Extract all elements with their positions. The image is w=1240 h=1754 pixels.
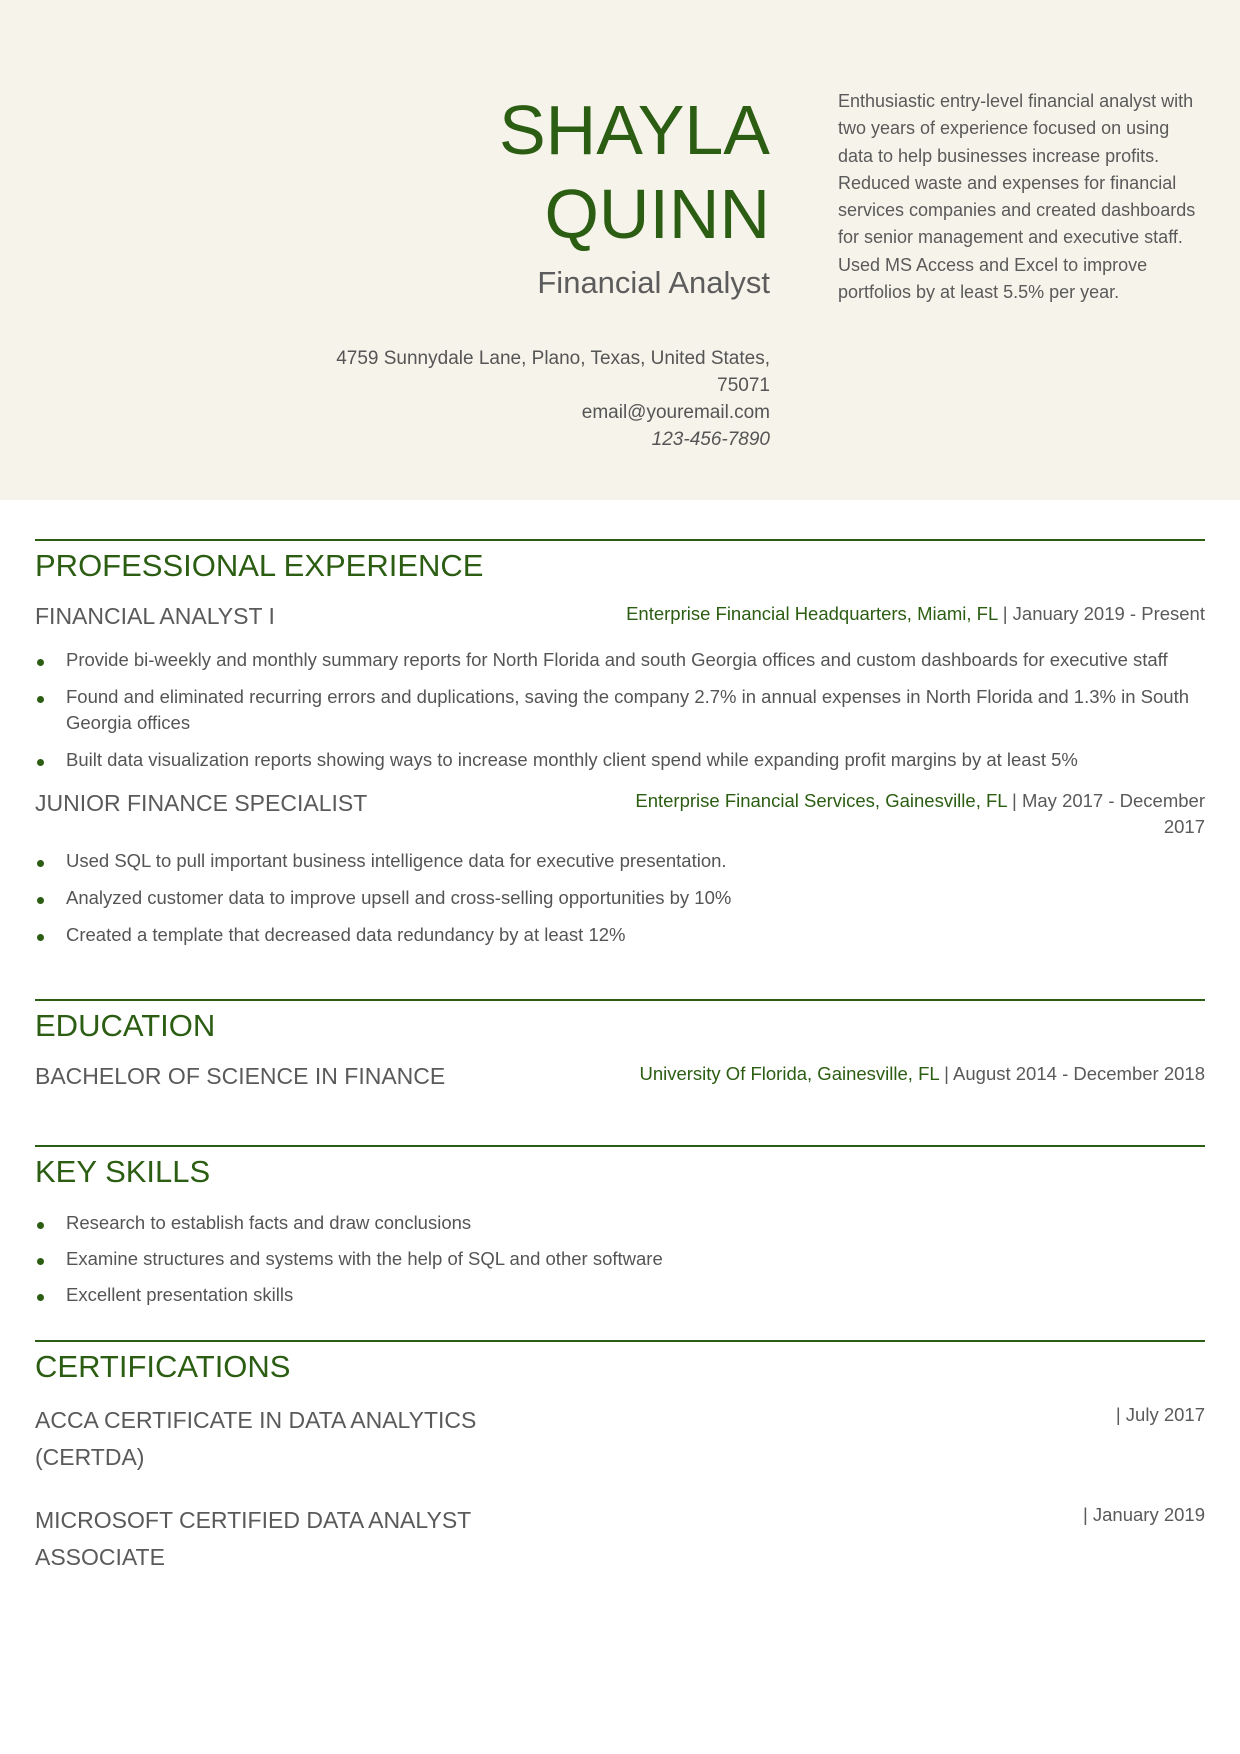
education-entry bbox=[35, 1061, 1205, 1091]
last-name: QUINN bbox=[544, 175, 770, 253]
section-divider bbox=[35, 1340, 1205, 1342]
list-item: Analyzed customer data to improve upsell and cross-selling opportunities by 10% bbox=[35, 885, 1205, 911]
bullet-icon bbox=[37, 759, 44, 766]
bullet-icon bbox=[37, 860, 44, 867]
job-entry bbox=[35, 601, 1205, 631]
job-role: Financial Analyst bbox=[537, 265, 770, 300]
job-dates: | May 2017 - December bbox=[1006, 790, 1205, 811]
section-divider bbox=[35, 999, 1205, 1001]
bullet-icon bbox=[37, 1222, 44, 1229]
list-item: Built data visualization reports showing ways to increase monthly client spend while expanding profit margins by at least 5% bbox=[35, 747, 1205, 773]
bullet-icon bbox=[37, 934, 44, 941]
list-item: Provide bi-weekly and monthly summary reports for North Florida and south Georgia offices and custom dashboards for executive staff bbox=[35, 647, 1205, 673]
list-item: Used SQL to pull important business intelligence data for executive presentation. bbox=[35, 848, 1205, 874]
certification-date: | January 2019 bbox=[1082, 1504, 1205, 1525]
certification-date: | July 2017 bbox=[1115, 1404, 1205, 1425]
resume-header bbox=[0, 0, 1240, 500]
certification-name: MICROSOFT CERTIFIED DATA ANALYST ASSOCIATE bbox=[35, 1507, 472, 1570]
section-title: EDUCATION bbox=[35, 1008, 216, 1043]
job-title: JUNIOR FINANCE SPECIALIST bbox=[35, 790, 368, 816]
education-dates: | August 2014 - December 2018 bbox=[938, 1063, 1205, 1084]
section-title: CERTIFICATIONS bbox=[35, 1349, 291, 1384]
address-line-2: 75071 bbox=[717, 375, 770, 396]
certification-entry bbox=[35, 1502, 1205, 1576]
job-meta bbox=[635, 788, 1205, 840]
phone[interactable]: 123-456-7890 bbox=[651, 429, 770, 450]
contact-info bbox=[330, 345, 770, 453]
school-name: University Of Florida, Gainesville, FL bbox=[639, 1063, 939, 1084]
section-divider bbox=[35, 1145, 1205, 1147]
list-item: Research to establish facts and draw conclusions bbox=[35, 1210, 1205, 1236]
address-line-1: 4759 Sunnydale Lane, Plano, Texas, United States, bbox=[336, 348, 770, 369]
degree-title: BACHELOR OF SCIENCE IN FINANCE bbox=[35, 1063, 446, 1089]
list-item: Created a template that decreased data redundancy by at least 12% bbox=[35, 922, 1205, 948]
job-bullets bbox=[35, 848, 1205, 948]
skills-section bbox=[35, 1145, 1205, 1308]
job-org: Enterprise Financial Headquarters, Miami, FL bbox=[626, 603, 998, 624]
job-dates: | January 2019 - Present bbox=[997, 603, 1205, 624]
bullet-icon bbox=[37, 1294, 44, 1301]
bullet-icon bbox=[37, 696, 44, 703]
job-dates-continued: 2017 bbox=[1163, 816, 1205, 837]
list-item: Found and eliminated recurring errors and duplications, saving the company 2.7% in annual expenses in North Florida and 1.3% in South Georgia offices bbox=[35, 684, 1205, 736]
bullet-icon bbox=[37, 897, 44, 904]
first-name: SHAYLA bbox=[498, 91, 770, 169]
bullet-icon bbox=[37, 659, 44, 666]
list-item: Excellent presentation skills bbox=[35, 1282, 1205, 1308]
certification-entry bbox=[35, 1402, 1205, 1476]
professional-summary: Enthusiastic entry-level financial analyst with two years of experience focused on using data to help businesses increase profits. Reduced waste and expenses for financial services companies and created dashboards for senior management and executive staff. Used MS Access and Excel to improve portfolios by at least 5.5% per year. bbox=[838, 91, 1196, 303]
job-title: FINANCIAL ANALYST I bbox=[35, 603, 275, 629]
job-org: Enterprise Financial Services, Gainesville, FL bbox=[635, 790, 1007, 811]
education-meta bbox=[639, 1061, 1205, 1087]
bullet-icon bbox=[37, 1258, 44, 1265]
section-title: PROFESSIONAL EXPERIENCE bbox=[35, 548, 484, 583]
section-divider bbox=[35, 539, 1205, 541]
job-meta bbox=[626, 601, 1205, 627]
skills-list bbox=[35, 1210, 1205, 1308]
experience-section bbox=[35, 539, 1205, 948]
email[interactable]: email@youremail.com bbox=[581, 402, 770, 423]
education-section bbox=[35, 999, 1205, 1091]
job-entry bbox=[35, 788, 1205, 840]
candidate-name bbox=[499, 88, 770, 256]
list-item: Examine structures and systems with the help of SQL and other software bbox=[35, 1246, 1205, 1272]
section-title: KEY SKILLS bbox=[35, 1154, 211, 1189]
job-bullets bbox=[35, 647, 1205, 773]
certification-name: ACCA CERTIFICATE IN DATA ANALYTICS (CERTDA) bbox=[35, 1407, 477, 1470]
certifications-section bbox=[35, 1340, 1205, 1576]
